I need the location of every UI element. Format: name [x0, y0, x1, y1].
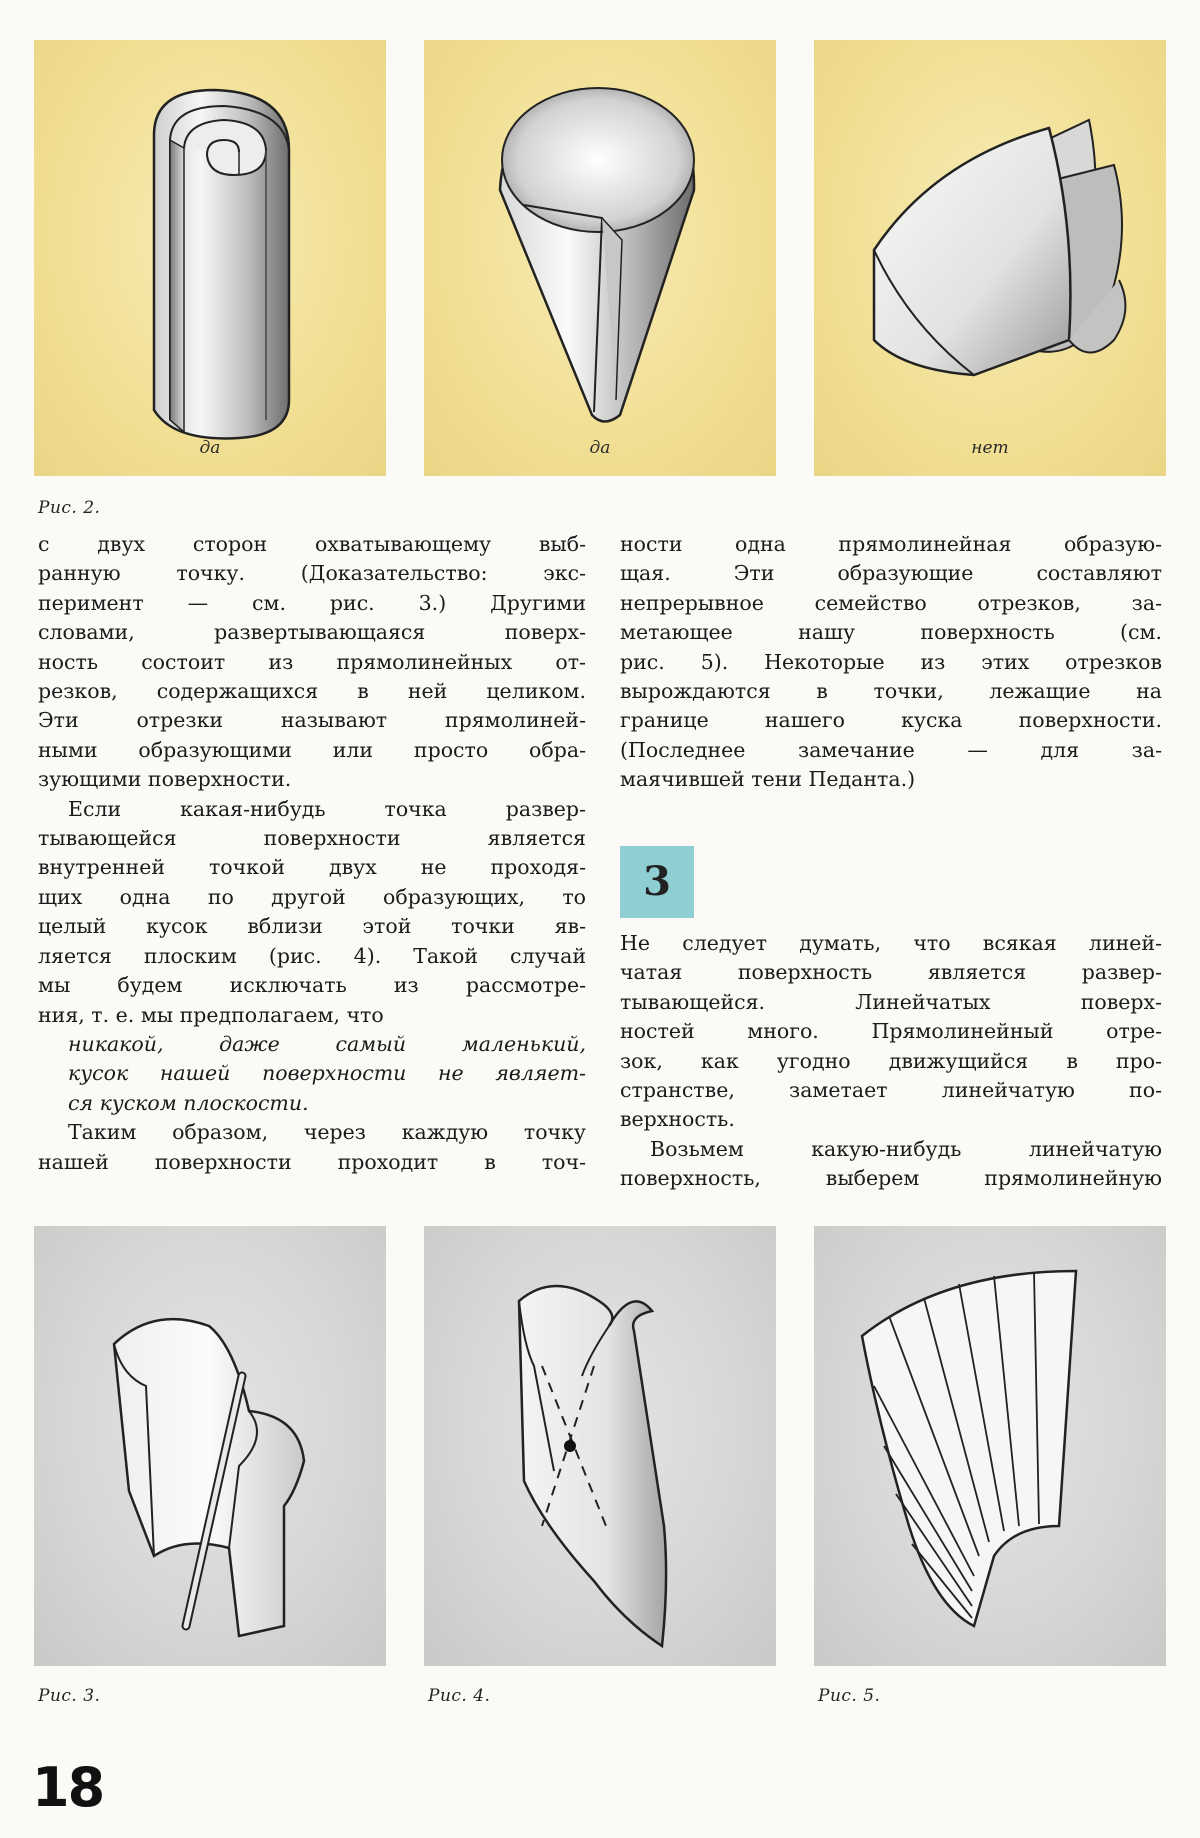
right-line: маячившей тени Педанта.) — [620, 767, 916, 792]
left-line: внутренней точкой двух не проходя- — [38, 855, 586, 880]
left-line: Эти отрезки называют прямолиней- — [38, 708, 586, 733]
figure-5-caption: Рис. 5. — [818, 1686, 881, 1706]
left-line: словами, развертывающаяся поверх- — [38, 620, 586, 645]
figure-2-panel-cone — [424, 40, 776, 476]
right-line: ностей много. Прямолинейный отре- — [620, 1019, 1162, 1044]
right-line: странстве, заметает линейчатую по- — [620, 1078, 1162, 1103]
figure-2-label-3: нет — [971, 438, 1009, 458]
left-line: тывающейся поверхности является — [38, 826, 586, 851]
figure-2-panel-non-developable — [814, 40, 1166, 476]
right-column-top — [620, 530, 1162, 795]
right-line: метающее нашу поверхность (см. — [620, 620, 1162, 645]
left-italic-line: никакой, даже самый маленький, — [68, 1031, 586, 1056]
scroll-cylinder-icon — [34, 40, 386, 476]
figure-4-panel — [424, 1226, 776, 1666]
left-line: перимент — см. рис. 3.) Другими — [38, 590, 586, 615]
left-line: с двух сторон охватывающему выб- — [38, 532, 586, 556]
left-line: ляется плоским (рис. 4). Такой случай — [38, 943, 586, 968]
right-line: непрерывное семейство отрезков, за- — [620, 590, 1162, 615]
bent-sheet-with-rod-icon — [34, 1226, 386, 1666]
figure-2-panel-cylinder — [34, 40, 386, 476]
cone-icon — [424, 40, 776, 476]
left-line: нашей поверхности проходит в точ- — [38, 1149, 586, 1174]
figure-2-caption: Рис. 2. — [38, 498, 101, 518]
figure-2-label-1: да — [199, 438, 221, 458]
left-line: зующими поверхности. — [38, 767, 292, 792]
left-line: ранную точку. (Доказательство: экс- — [38, 561, 586, 586]
page-number: 18 — [32, 1756, 104, 1819]
left-line: мы будем исключать из рассмотре- — [38, 973, 586, 998]
right-line: верхность. — [620, 1107, 735, 1132]
figure-3-caption: Рис. 3. — [38, 1686, 101, 1706]
left-italic-line: ся куском плоскости. — [68, 1090, 309, 1115]
right-line: чатая поверхность является развер- — [620, 960, 1162, 985]
right-line: границе нашего куска поверхности. — [620, 708, 1162, 733]
right-line: рис. 5). Некоторые из этих отрезков — [620, 649, 1162, 674]
right-line: Возьмем какую-нибудь линейчатую — [650, 1136, 1162, 1161]
left-line: Если какая-нибудь точка развер- — [68, 796, 586, 821]
non-developable-sheet-icon — [814, 40, 1166, 476]
figure-4-caption: Рис. 4. — [428, 1686, 491, 1706]
left-line: Таким образом, через каждую точку — [68, 1120, 586, 1145]
left-line: ния, т. е. мы предполагаем, что — [38, 1002, 384, 1027]
right-line: зок, как угодно движущийся в про- — [620, 1048, 1162, 1073]
left-line: ность состоит из прямолинейных от- — [38, 649, 586, 674]
right-line: (Последнее замечание — для за- — [620, 737, 1162, 762]
right-column-bottom — [620, 929, 1162, 1194]
sheet-with-crossing-generators-icon — [424, 1226, 776, 1666]
left-line: целый кусок вблизи этой точки яв- — [38, 914, 586, 939]
left-line: резков, содержащихся в ней целиком. — [38, 679, 586, 704]
left-line: щих одна по другой образующих, то — [38, 884, 586, 909]
figure-2-label-2: да — [589, 438, 611, 458]
left-line: ными образующими или просто обра- — [38, 737, 586, 762]
right-line: поверхность, выберем прямолинейную — [620, 1166, 1162, 1191]
right-line: ности одна прямолинейная образую- — [620, 532, 1162, 556]
left-italic-line: кусок нашей поверхности не являет- — [68, 1061, 586, 1086]
right-line: щая. Эти образующие составляют — [620, 561, 1162, 586]
ruled-fan-surface-icon — [814, 1226, 1166, 1666]
left-column — [38, 530, 586, 1177]
right-line: вырождаются в точки, лежащие на — [620, 679, 1162, 704]
figure-5-panel — [814, 1226, 1166, 1666]
right-line: Не следует думать, что всякая линей- — [620, 931, 1162, 955]
right-line: тывающейся. Линейчатых поверх- — [620, 989, 1162, 1014]
figure-3-panel — [34, 1226, 386, 1666]
section-number-badge: 3 — [620, 846, 694, 918]
